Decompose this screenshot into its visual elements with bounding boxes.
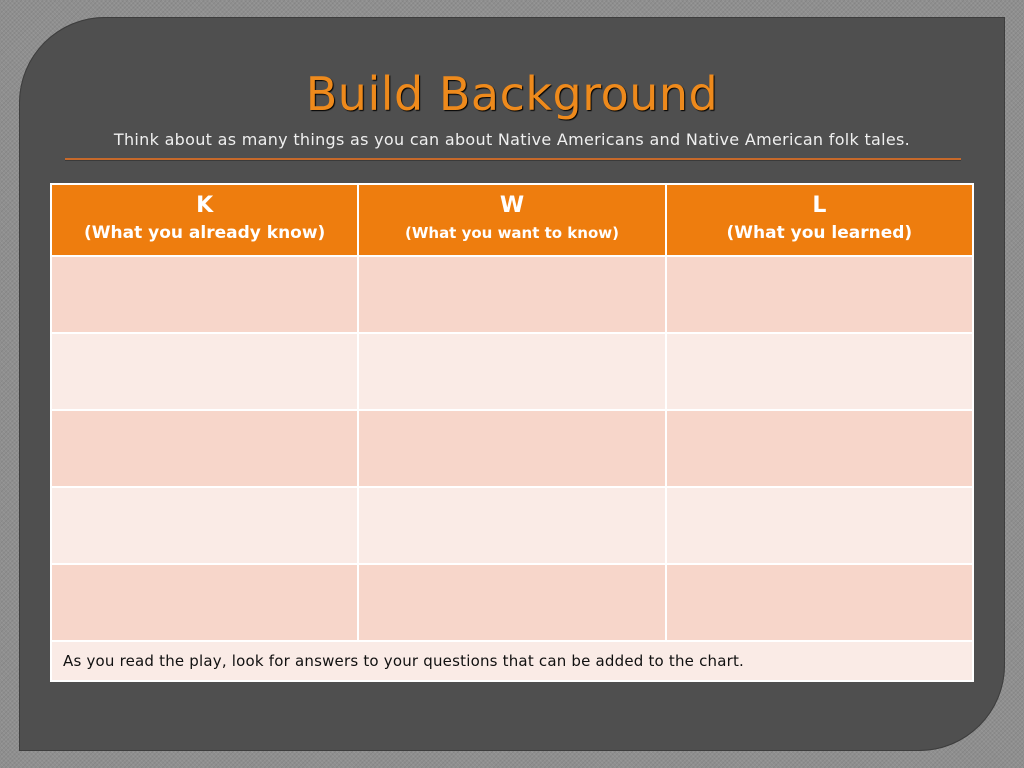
table-cell-k[interactable] [51, 256, 358, 333]
column-description-w: (What you want to know) [404, 224, 619, 242]
table-cell-l[interactable] [666, 410, 973, 487]
table-cell-l[interactable] [666, 333, 973, 410]
column-description-k: (What you already know) [83, 223, 326, 243]
column-header-w [358, 184, 665, 256]
table-cell-l[interactable] [666, 256, 973, 333]
table-cell-l[interactable] [666, 487, 973, 564]
slide-title: Build Background [305, 67, 719, 121]
kwl-chart-table [50, 183, 974, 682]
title-divider [65, 158, 961, 161]
table-cell-k[interactable] [51, 487, 358, 564]
table-row [51, 333, 973, 410]
column-header-k [51, 184, 358, 256]
table-cell-k[interactable] [51, 333, 358, 410]
table-cell-w[interactable] [358, 410, 665, 487]
column-letter-w: W [499, 193, 525, 218]
column-description-l: (What you learned) [726, 223, 913, 243]
table-cell-w[interactable] [358, 487, 665, 564]
table-row [51, 487, 973, 564]
table-cell-k[interactable] [51, 564, 358, 641]
table-row [51, 256, 973, 333]
slide-subtitle: Think about as many things as you can about Native Americans and Native American folk tales. [113, 130, 911, 149]
kwl-header-row [51, 184, 973, 256]
table-cell-w[interactable] [358, 564, 665, 641]
column-letter-k: K [196, 193, 214, 218]
footer-note: As you read the play, look for answers to your questions that can be added to the chart. [51, 641, 973, 681]
column-letter-l: L [812, 193, 827, 218]
table-row [51, 410, 973, 487]
table-row [51, 564, 973, 641]
table-cell-k[interactable] [51, 410, 358, 487]
table-footer-row [51, 641, 973, 681]
column-header-l [666, 184, 973, 256]
table-cell-w[interactable] [358, 333, 665, 410]
table-cell-w[interactable] [358, 256, 665, 333]
table-cell-l[interactable] [666, 564, 973, 641]
